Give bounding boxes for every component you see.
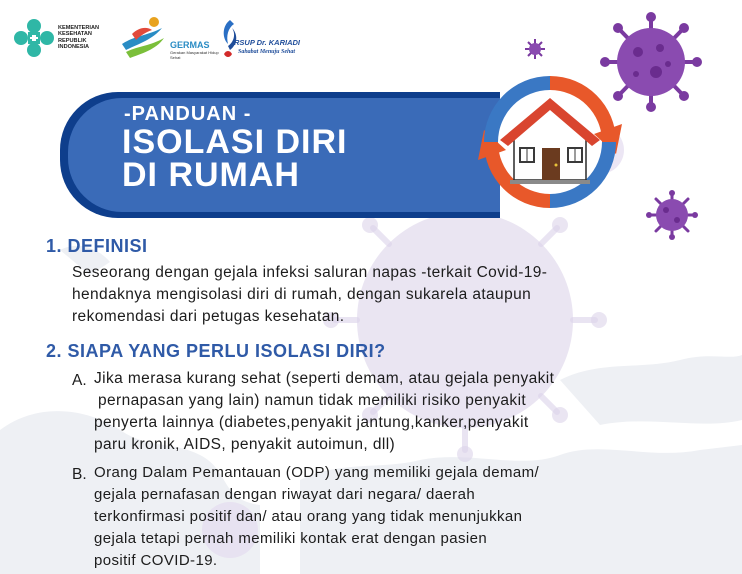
section-definisi-heading: 1. DEFINISI <box>46 236 148 256</box>
rsup-name: RSUP Dr. KARIADI <box>234 38 300 47</box>
house-with-arrows-icon <box>470 62 630 222</box>
section-definisi-text: Seseorang dengan gejala infeksi saluran napas -terkait Covid-19- hendaknya mengisolasi diri di rumah, dengan sukarela ataupun rekomendasi dari petugas kesehatan. <box>72 264 548 325</box>
section-siapa-heading: 2. SIAPA YANG PERLU ISOLASI DIRI? <box>46 341 386 361</box>
kemenkes-name: KEMENTERIAN KESEHATAN REPUBLIK INDONESIA <box>58 25 100 51</box>
title-banner <box>60 92 500 218</box>
virus-medium-icon <box>646 190 698 240</box>
item-b-label: B. <box>72 466 87 483</box>
germas-logo <box>116 14 219 64</box>
germas-emblem-icon <box>116 14 170 62</box>
kemenkes-emblem-icon <box>12 18 56 58</box>
item-b-text: Orang Dalam Pemantauan (ODP) yang memiliki gejala demam/ gejala pernafasan dengan riwayat dari negara/ daerah terkonfirmasi positif dan/ atau orang yang tidak menunjukkan gejala tetapi pernah memiliki kontak erat dengan pasien positif COVID-19. <box>94 464 540 569</box>
virus-small-icon <box>524 38 546 60</box>
item-a-text: Jika merasa kurang sehat (seperti demam, atau gejala penyakit pernapasan yang lain) namun tidak memiliki risiko penyakit penyerta lainnya (diabetes,penyakit jantung,kanker,penyakit paru kronik, AIDS, penyakit autoimun, dll) <box>94 370 555 453</box>
kemenkes-logo <box>12 14 132 58</box>
rsup-tagline: Sahabat Menuju Sehat <box>238 49 296 55</box>
germas-name: GERMAS <box>170 40 210 50</box>
germas-subtitle: Gerakan Masyarakat Hidup Sehat <box>170 50 219 60</box>
item-a-label: A. <box>72 372 87 389</box>
banner-title: ISOLASI DIRI DI RUMAH <box>122 123 348 194</box>
rsup-logo <box>220 18 320 68</box>
banner-subtitle: -PANDUAN - <box>124 103 252 125</box>
